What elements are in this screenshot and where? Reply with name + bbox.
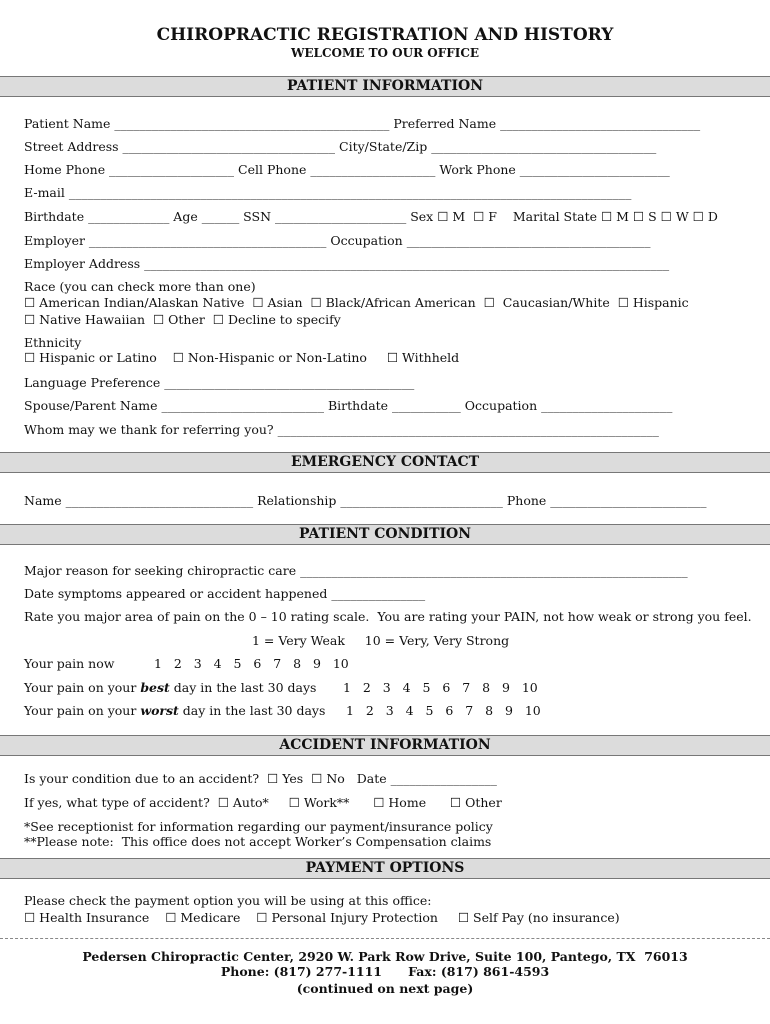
language-row[interactable]: Language Preference ________________________________________: [24, 375, 415, 390]
pain-now-scale[interactable]: 1 2 3 4 5 6 7 8 9 10: [154, 656, 349, 671]
pain-best-label: Your pain on your best day in the last 30 days: [24, 680, 317, 695]
race-options-line2[interactable]: ☐ Native Hawaiian ☐ Other ☐ Decline to specify: [24, 312, 341, 327]
payment-policy-note: *See receptionist for information regarding our payment/insurance policy: [24, 819, 493, 834]
race-options-line1[interactable]: ☐ American Indian/Alaskan Native ☐ Asian ☐ Black/African American ☐ Caucasian/White ☐ Hispanic: [24, 295, 689, 310]
footer-divider: [0, 938, 770, 939]
emergency-contact-row[interactable]: Name ______________________________ Relationship __________________________ Phone _________________________: [24, 493, 707, 508]
employer-address-row[interactable]: Employer Address ____________________________________________________________________________________: [24, 256, 670, 271]
payment-options-header: PAYMENT OPTIONS: [0, 858, 770, 879]
payment-prompt: Please check the payment option you will be using at this office:: [24, 893, 432, 908]
employer-row[interactable]: Employer ______________________________________ Occupation _______________________________________: [24, 233, 651, 248]
race-label: Race (you can check more than one): [24, 279, 256, 294]
ethnicity-label: Ethnicity: [24, 335, 82, 350]
spouse-row[interactable]: Spouse/Parent Name __________________________ Birthdate ___________ Occupation _____________________: [24, 398, 673, 413]
major-reason-row[interactable]: Major reason for seeking chiropractic care ______________________________________________________________: [24, 563, 688, 578]
patient-condition-header: PATIENT CONDITION: [0, 524, 770, 545]
ethnicity-options[interactable]: ☐ Hispanic or Latino ☐ Non-Hispanic or Non-Latino ☐ Withheld: [24, 350, 460, 365]
rating-scale-legend: 1 = Very Weak 10 = Very, Very Strong: [252, 633, 510, 648]
birthdate-row[interactable]: Birthdate _____________ Age ______ SSN _____________________ Sex ☐ M ☐ F Marital State ☐ M ☐ S ☐ W ☐ D: [24, 209, 718, 224]
patient-information-header: PATIENT INFORMATION: [0, 76, 770, 97]
rating-instructions: Rate you major area of pain on the 0 – 10 rating scale. You are rating your PAIN, not how weak or strong you feel.: [24, 609, 752, 624]
office-address: Pedersen Chiropractic Center, 2920 W. Park Row Drive, Suite 100, Pantego, TX 76013: [82, 949, 688, 964]
emergency-contact-header: EMERGENCY CONTACT: [0, 452, 770, 473]
pain-worst-label: Your pain on your worst day in the last 30 days: [24, 703, 326, 718]
symptom-date-row[interactable]: Date symptoms appeared or accident happened _______________: [24, 586, 426, 601]
patient-name-row[interactable]: Patient Name ____________________________________________ Preferred Name ________________________________: [24, 116, 701, 131]
street-address-row[interactable]: Street Address __________________________________ City/State/Zip ____________________________________: [24, 139, 657, 154]
pain-now-label: Your pain now: [24, 656, 115, 671]
accident-information-header: ACCIDENT INFORMATION: [0, 735, 770, 756]
form-title: CHIROPRACTIC REGISTRATION AND HISTORY: [156, 25, 614, 45]
continued-note: (continued on next page): [296, 981, 474, 996]
phone-row[interactable]: Home Phone ____________________ Cell Phone ____________________ Work Phone ________________________: [24, 162, 670, 177]
referral-row[interactable]: Whom may we thank for referring you? _____________________________________________________________: [24, 422, 659, 437]
payment-options[interactable]: ☐ Health Insurance ☐ Medicare ☐ Personal Injury Protection ☐ Self Pay (no insurance): [24, 910, 620, 925]
email-row[interactable]: E-mail __________________________________________________________________________________________: [24, 185, 632, 200]
form-subtitle: WELCOME TO OUR OFFICE: [290, 46, 480, 60]
pain-best-scale[interactable]: 1 2 3 4 5 6 7 8 9 10: [343, 680, 538, 695]
pain-worst-scale[interactable]: 1 2 3 4 5 6 7 8 9 10: [346, 703, 541, 718]
workers-comp-note: **Please note: This office does not accept Worker’s Compensation claims: [24, 834, 492, 849]
accident-due-row[interactable]: Is your condition due to an accident? ☐ Yes ☐ No Date _________________: [24, 771, 497, 786]
office-contact: Phone: (817) 277-1111 Fax: (817) 861-4593: [220, 964, 550, 979]
accident-type-row[interactable]: If yes, what type of accident? ☐ Auto* ☐ Work** ☐ Home ☐ Other: [24, 795, 502, 810]
